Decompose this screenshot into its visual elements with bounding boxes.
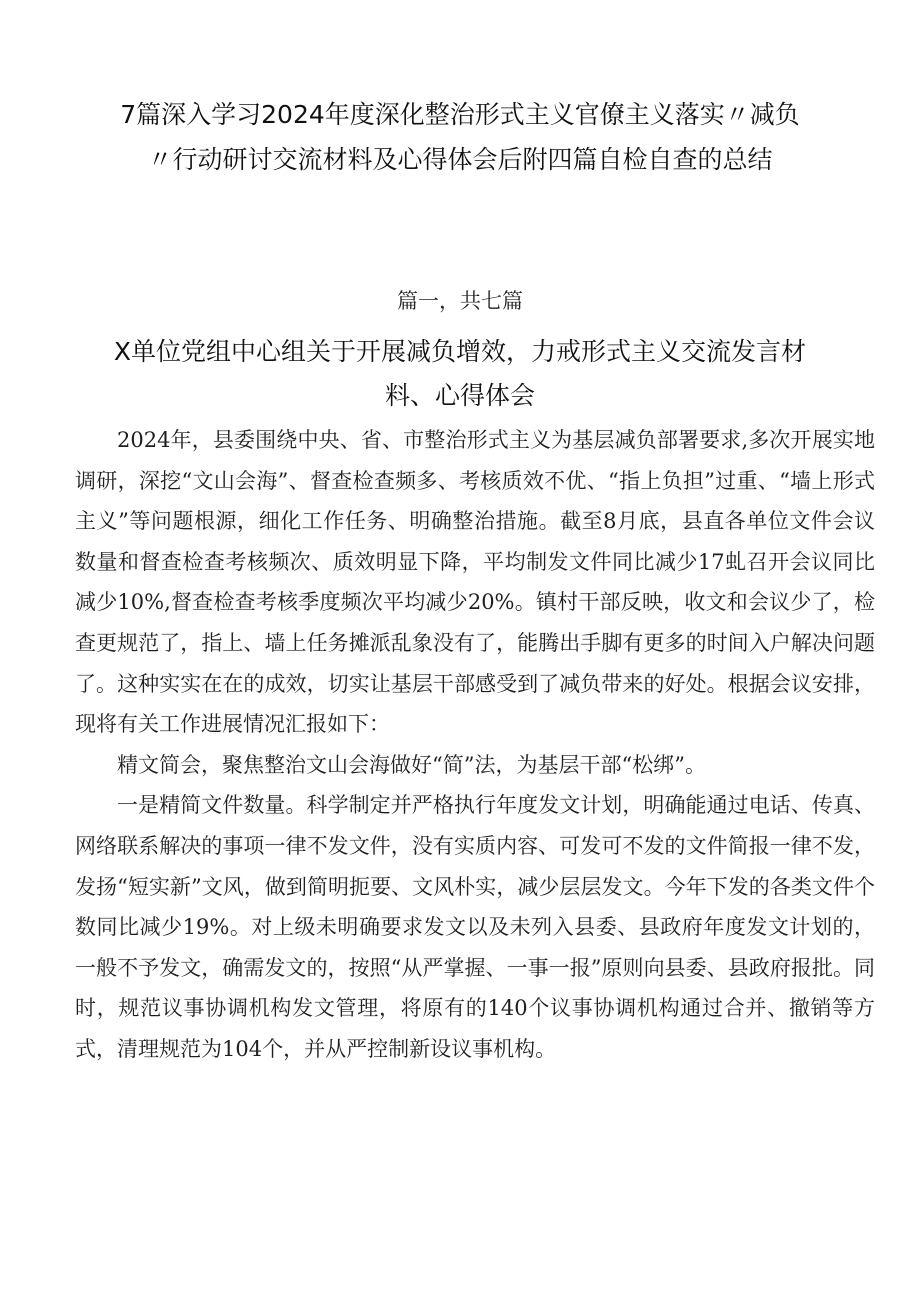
body-paragraph: 一是精简文件数量。科学制定并严格执行年度发文计划，明确能通过电话、传真、网络联系解决的事项一律不发文件，没有实质内容、可发可不发的文件简报一律不发，发扬“短实新”文风，做到简明扼要、文风朴实，减少层层发文。今年下发的各类文件个数同比减少19%。对上级未明确要求发文以及未列入县委、县政府年度发文计划的，一般不予发文，确需发文的，按照“从严掌握、一事一报”原则向县委、县政府报批。同时，规范议事协调机构发文管理，将原有的140个议事协调机构通过合并、撤销等方式，清理规范为104个，并从严控制新设议事机构。 [75,793,875,1061]
article-body [75,420,875,1070]
document-title: 7篇深入学习2024年度深化整治形式主义官僚主义落实〃减负〃行动研讨交流材料及心得体会后附四篇自检自查的总结 [120,100,800,174]
body-paragraph: 精文简会，聚焦整治文山会海做好“简”法，为基层干部“松绑”。 [117,752,706,777]
body-paragraph: 2024年，县委围绕中央、省、市整治形式主义为基层减负部署要求,多次开展实地调研，深挖“文山会海”、督查检查频多、考核质效不优、“指上负担”过重、“墙上形式主义”等问题根源，细化工作任务、明确整治措施。截至8月底，县直各单位文件会议数量和督查检查考核频次、质效明显下降，平均制发文件同比减少17虬召开会议同比减少10%,督查检查考核季度频次平均减少20%。镇村干部反映，收文和会议少了，检查更规范了，指上、墙上任务摊派乱象没有了，能腾出手脚有更多的时间入户解决问题了。这种实实在在的成效，切实让基层干部感受到了减负带来的好处。根据会议安排，现将有关工作进展情况汇报如下： [75,428,875,737]
article-title: X单位党组中心组关于开展减负增效，力戒形式主义交流发言材料、心得体会 [113,337,807,410]
article-index-label: 篇一，共七篇 [397,289,523,313]
